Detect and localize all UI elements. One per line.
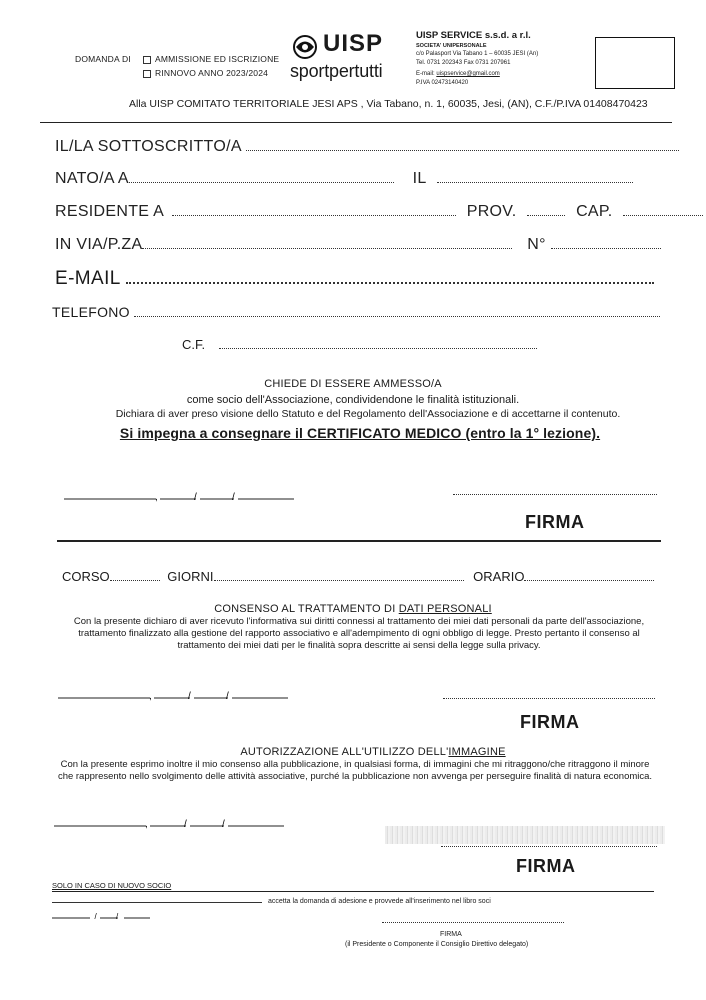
option-ammissione-label: AMMISSIONE ED ISCRIZIONE bbox=[155, 54, 280, 64]
firma-label-1: FIRMA bbox=[525, 512, 585, 532]
consent-text: Con la presente dichiaro di aver ricevuto l'informativa sui diritti connessi al trattamento dei miei dati personali da parte dell'associazione, trattamento finalizzato alla gestione del rapporto associativo e all'adempimento di ogni obbligo di legge. Presto pertanto il consenso al trattamento dei miei dati per le finalità sopra descritte ai sensi della legge sulla privacy. bbox=[73, 616, 645, 651]
option-ammissione[interactable] bbox=[143, 54, 279, 64]
svg-text:/: / bbox=[226, 691, 229, 701]
telefono-field[interactable] bbox=[134, 304, 660, 317]
new-member-label-a: SOLO IN CASO DI bbox=[52, 881, 118, 890]
logo-text-uisp: UISP bbox=[323, 30, 384, 57]
consent-title-a: CONSENSO AL TRATTAMENTO DI bbox=[214, 603, 399, 615]
nato-label: NATO/A A bbox=[55, 170, 129, 187]
accept-text: accetta la domanda di adesione e provvede all'inserimento nel libro soci bbox=[268, 898, 491, 905]
firma-small-label: FIRMA bbox=[440, 931, 462, 938]
firma-line-1[interactable] bbox=[453, 494, 657, 495]
via-field[interactable] bbox=[142, 236, 512, 249]
orario-field[interactable] bbox=[524, 568, 654, 581]
option-rinnovo[interactable] bbox=[143, 68, 268, 78]
telefono-label: TELEFONO bbox=[52, 304, 130, 320]
cf-field[interactable] bbox=[219, 336, 537, 349]
new-member-label-c: SOCIO bbox=[144, 881, 172, 890]
email-link[interactable]: uispservice@gmail.com bbox=[436, 71, 500, 77]
president-signature-line[interactable] bbox=[382, 922, 564, 923]
residente-field[interactable] bbox=[172, 203, 456, 216]
email-field-label: E-MAIL bbox=[55, 268, 121, 289]
request-line2: Dichiara di aver preso visione dello Statuto e del Regolamento dell'Associazione e di accettarne il contenuto. bbox=[115, 408, 621, 420]
new-member-label-b: NUOVO bbox=[117, 881, 145, 890]
logo-text-sportpertutti: sportpertutti bbox=[290, 61, 383, 81]
date-field-4[interactable] bbox=[52, 910, 152, 920]
cap-label: CAP. bbox=[576, 203, 613, 220]
medical-certificate-notice: Si impegna a consegnare il CERTIFICATO MEDICO (entro la 1° lezione). bbox=[119, 425, 601, 441]
new-member-name-line[interactable] bbox=[52, 902, 262, 903]
svg-text:/: / bbox=[232, 492, 235, 502]
new-member-label bbox=[52, 881, 171, 890]
company-type: SOCIETA' UNIPERSONALE bbox=[416, 43, 487, 49]
row-nato bbox=[55, 170, 633, 188]
svg-text:,: , bbox=[145, 819, 148, 829]
svg-text:/: / bbox=[194, 492, 197, 502]
svg-text:_/: _/ bbox=[90, 912, 97, 920]
firma-label-2: FIRMA bbox=[520, 712, 580, 732]
firma-line-2[interactable] bbox=[443, 698, 655, 699]
image-title bbox=[0, 746, 706, 758]
row-cf bbox=[182, 336, 537, 352]
sottoscritto-label: IL/LA SOTTOSCRITTO/A bbox=[55, 138, 241, 155]
civico-label: N° bbox=[527, 236, 546, 253]
image-text: Con la presente esprimo inoltre il mio consenso alla pubblicazione, in qualsiasi forma, di immagini che mi ritraggono/che ritraggono il minore che rappresento nello svolgimento delle attività associative, purché la pubblicazione non avvenga per perseguire finalità di natura economica. bbox=[57, 759, 653, 782]
firma-label-3: FIRMA bbox=[516, 856, 576, 876]
data-nascita-field[interactable] bbox=[437, 170, 633, 183]
date-field-1[interactable] bbox=[64, 490, 296, 502]
email-label: E-mail: bbox=[416, 71, 435, 77]
company-phone: Tel. 0731 202343 Fax 0731 207961 bbox=[416, 60, 511, 66]
orario-label: ORARIO bbox=[473, 569, 525, 584]
row-sottoscritto bbox=[55, 138, 679, 156]
row-corso bbox=[62, 568, 654, 584]
row-via bbox=[55, 236, 661, 254]
row-email bbox=[55, 268, 654, 290]
svg-text:/: / bbox=[116, 912, 119, 920]
president-note: (il Presidente o Componente il Consiglio Direttivo delegato) bbox=[345, 941, 529, 948]
row-residente bbox=[55, 203, 703, 221]
consent-title bbox=[0, 603, 706, 615]
uisp-emblem-icon bbox=[290, 34, 320, 60]
sottoscritto-field[interactable] bbox=[246, 138, 679, 151]
via-label: IN VIA/P.ZA bbox=[55, 236, 143, 253]
scan-artifact bbox=[385, 826, 665, 844]
prov-field[interactable] bbox=[527, 203, 565, 216]
company-email bbox=[416, 70, 500, 78]
section-divider bbox=[57, 540, 661, 542]
option-rinnovo-label: RINNOVO ANNO 2023/2024 bbox=[155, 68, 269, 78]
company-piva: P.IVA 02473140420 bbox=[416, 80, 469, 86]
image-title-a: AUTORIZZAZIONE ALL'UTILIZZO DELL' bbox=[240, 746, 449, 758]
cap-field[interactable] bbox=[623, 203, 703, 216]
row-telefono bbox=[52, 304, 660, 320]
new-member-divider bbox=[52, 891, 654, 892]
checkbox-rinnovo[interactable] bbox=[143, 70, 151, 78]
svg-text:/: / bbox=[184, 819, 187, 829]
request-title: CHIEDE DI ESSERE AMMESSO/A bbox=[264, 378, 442, 390]
company-address: c/o Palasport Via Tabano 1 – 60035 JESI (An) bbox=[416, 51, 539, 57]
date-field-3[interactable] bbox=[54, 817, 286, 829]
svg-text:/: / bbox=[188, 691, 191, 701]
corso-field[interactable] bbox=[110, 568, 160, 581]
request-line1: come socio dell'Associazione, condividendone le finalità istituzionali. bbox=[186, 394, 520, 406]
firma-line-3[interactable] bbox=[441, 846, 657, 847]
svg-text:/: / bbox=[222, 819, 225, 829]
checkbox-ammissione[interactable] bbox=[143, 56, 151, 64]
giorni-field[interactable] bbox=[214, 568, 464, 581]
header-divider bbox=[40, 122, 672, 123]
image-title-b: IMMAGINE bbox=[448, 746, 506, 758]
addressee-line: Alla UISP COMITATO TERRITORIALE JESI APS , Via Tabano, n. 1, 60035, Jesi, (AN), C.F./P.IVA 01408470423 bbox=[129, 98, 648, 110]
giorni-label: GIORNI bbox=[167, 569, 214, 584]
domanda-di-label: DOMANDA DI bbox=[75, 54, 131, 64]
civico-field[interactable] bbox=[551, 236, 661, 249]
company-name: UISP SERVICE s.s.d. a r.l. bbox=[416, 30, 531, 41]
nato-field[interactable] bbox=[129, 170, 394, 183]
consent-title-b: DATI PERSONALI bbox=[398, 603, 492, 615]
corso-label: CORSO bbox=[62, 569, 110, 584]
svg-text:,: , bbox=[149, 691, 152, 701]
cf-label: C.F. bbox=[182, 337, 206, 352]
prov-label: PROV. bbox=[466, 203, 517, 220]
residente-label: RESIDENTE A bbox=[55, 203, 164, 220]
data-nascita-label: IL bbox=[412, 170, 426, 187]
date-field-2[interactable] bbox=[58, 689, 290, 701]
stamp-box bbox=[595, 37, 675, 89]
email-field[interactable] bbox=[126, 270, 654, 284]
svg-text:,: , bbox=[155, 492, 158, 502]
